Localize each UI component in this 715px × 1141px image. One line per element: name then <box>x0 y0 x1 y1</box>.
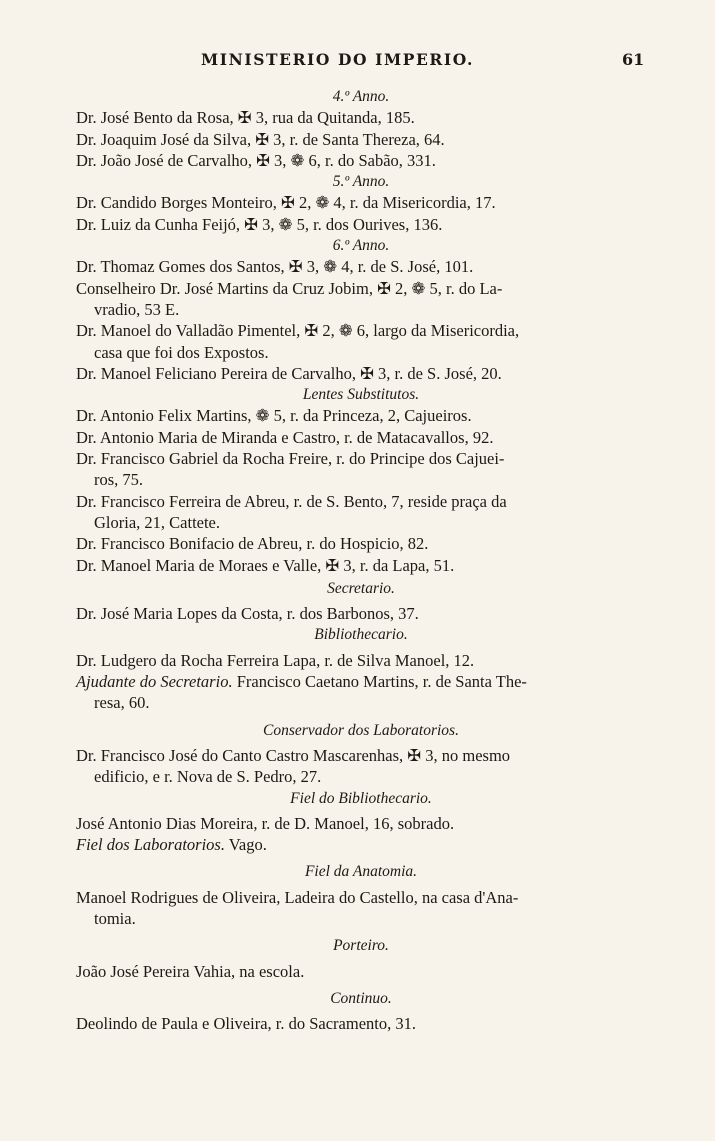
list-item-continuation: tomia. <box>94 908 136 928</box>
list-item-continuation: Gloria, 21, Cattete. <box>94 512 221 532</box>
section-heading: Fiel da Anatomia. <box>304 863 418 881</box>
list-item <box>76 448 646 491</box>
list-item <box>76 745 646 788</box>
section-heading: Bibliothecario. <box>314 626 408 644</box>
section-heading: 5.º Anno. <box>332 173 390 191</box>
section-heading: Secretario. <box>327 579 395 597</box>
list-item-text: Dr. Francisco Ferreira de Abreu, r. de S. Bento, 7, reside praça da <box>76 491 507 511</box>
list-item: Dr. Thomaz Gomes dos Santos, ✠ 3, ❁ 4, r. de S. José, 101. <box>76 257 474 277</box>
list-item: João José Pereira Vahia, na escola. <box>76 961 305 981</box>
list-item-text: Dr. Francisco Gabriel da Rocha Freire, r. do Principe dos Cajuei- <box>76 449 505 469</box>
list-item-continuation: ros, 75. <box>94 470 144 490</box>
section-heading: Continuo. <box>330 989 392 1007</box>
list-item: Dr. José Bento da Rosa, ✠ 3, rua da Quitanda, 185. <box>76 108 415 128</box>
list-item <box>76 320 646 363</box>
list-item-text: Dr. Manoel do Valladão Pimentel, ✠ 2, ❁ 6, largo da Misericordia, <box>76 321 520 341</box>
list-item-text: Manoel Rodrigues de Oliveira, Ladeira do Castello, na casa d'Ana- <box>76 887 519 907</box>
list-item-continuation: vradio, 53 E. <box>94 299 180 319</box>
page-number: 61 <box>622 50 645 69</box>
section-heading: 4.º Anno. <box>332 88 390 105</box>
section-heading: Lentes Substitutos. <box>302 386 420 404</box>
list-item: Dr. Manoel Maria de Moraes e Valle, ✠ 3, r. da Lapa, 51. <box>76 555 455 575</box>
directory-listing <box>76 86 646 1034</box>
page-title: MINISTERIO DO IMPERIO. <box>201 50 474 69</box>
list-item: Dr. João José de Carvalho, ✠ 3, ❁ 6, r. do Sabão, 331. <box>76 150 436 170</box>
list-item-text: Dr. Francisco José do Canto Castro Mascarenhas, ✠ 3, no mesmo <box>76 745 511 765</box>
section-heading: Conservador dos Laboratorios. <box>263 721 459 739</box>
role-holder: Vago. <box>224 835 267 855</box>
list-item: Dr. Candido Borges Monteiro, ✠ 2, ❁ 4, r. da Misericordia, 17. <box>76 193 496 213</box>
list-item <box>76 491 646 534</box>
section-heading: 6.º Anno. <box>332 237 390 255</box>
role-label: Fiel dos Laboratorios. <box>76 835 225 855</box>
list-item: Dr. José Maria Lopes da Costa, r. dos Barbonos, 37. <box>76 604 419 624</box>
list-item: José Antonio Dias Moreira, r. de D. Manoel, 16, sobrado. <box>76 813 455 833</box>
list-item <box>76 887 646 930</box>
list-item <box>76 278 646 321</box>
list-item: Dr. Manoel Feliciano Pereira de Carvalho, ✠ 3, r. de S. José, 20. <box>76 363 502 383</box>
role-label: Ajudante do Secretario. <box>76 672 233 692</box>
list-item: Dr. Luiz da Cunha Feijó, ✠ 3, ❁ 5, r. dos Ourives, 136. <box>76 214 443 234</box>
section-heading: Fiel do Bibliothecario. <box>290 789 432 807</box>
list-item: Dr. Francisco Bonifacio de Abreu, r. do Hospicio, 82. <box>76 534 429 554</box>
list-item: Dr. Antonio Maria de Miranda e Castro, r. de Matacavallos, 92. <box>76 427 494 447</box>
list-item-text: Conselheiro Dr. José Martins da Cruz Jobim, ✠ 2, ❁ 5, r. do La- <box>76 278 503 298</box>
list-item: Dr. Antonio Felix Martins, ❁ 5, r. da Princeza, 2, Cajueiros. <box>76 406 472 426</box>
list-item-continuation: resa, 60. <box>94 693 150 713</box>
list-item <box>76 671 646 714</box>
list-item: Dr. Ludgero da Rocha Ferreira Lapa, r. de Silva Manoel, 12. <box>76 650 475 670</box>
running-header <box>0 50 715 74</box>
list-item-text <box>76 671 646 692</box>
role-holder: Francisco Caetano Martins, r. de Santa The- <box>232 672 527 692</box>
list-item-continuation: casa que foi dos Expostos. <box>94 342 269 362</box>
section-heading: Porteiro. <box>333 937 389 955</box>
list-item: Deolindo de Paula e Oliveira, r. do Sacramento, 31. <box>76 1014 416 1034</box>
list-item <box>76 834 646 855</box>
list-item-continuation: edificio, e r. Nova de S. Pedro, 27. <box>94 767 322 787</box>
list-item: Dr. Joaquim José da Silva, ✠ 3, r. de Santa Thereza, 64. <box>76 129 445 149</box>
